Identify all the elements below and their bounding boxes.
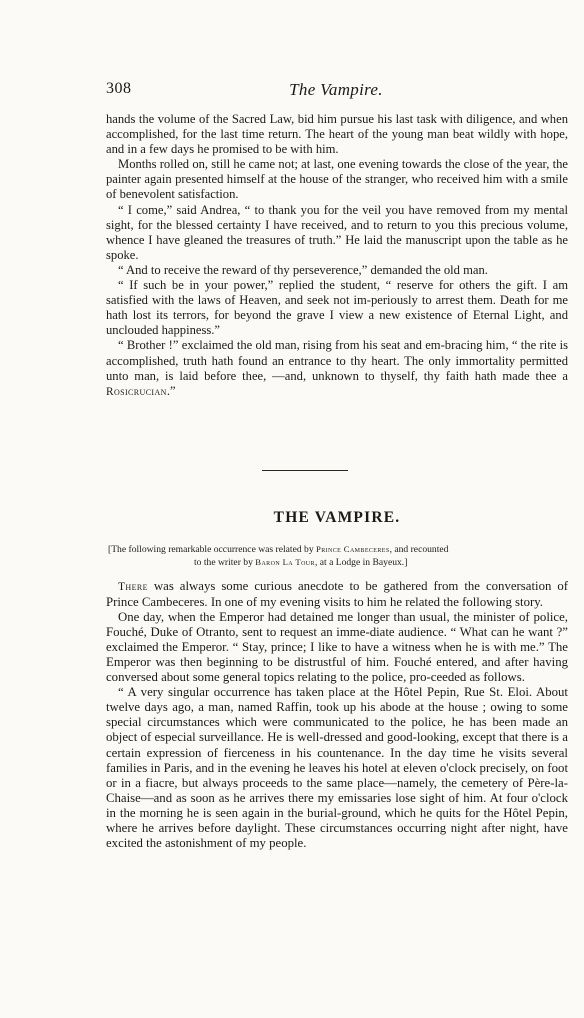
- note-text: [The following remarkable occurrence was related by: [108, 544, 314, 555]
- page-header: [106, 80, 566, 106]
- note-name: Prince Cambeceres: [316, 544, 390, 554]
- section-divider: [262, 470, 348, 471]
- previous-story-text: [106, 112, 568, 400]
- note-name: Baron La Tour: [255, 557, 315, 567]
- paragraph: “ A very singular occurrence has taken place at the Hôtel Pepin, Rue St. Eloi. About twelve days ago, a man, named Raffin, took up his abode at the house ; owing to some special circumstances which were communicated to the police, he has been made an object of especial surveillance. He is well-dressed and good-looking, except that there is a certain expression of fierceness in his countenance. In the day time he visits several families in Paris, and in the evening he leaves his hotel at eleven o'clock precisely, on foot or in a fiacre, but always proceeds to the same place—namely, the cemetery of Père-la-Chaise—and as soon as he arrives there my emissaries lose sight of him. At four o'clock in the morning he is seen again in the burial-ground, which he quits for the Hôtel Pepin, where he arrives before daylight. These circumstances occurring night after night, have excited the astonishment of my people.: [106, 685, 568, 850]
- paragraph-text: was always some curious anecdote to be gathered from the conversation of Prince Cambeceres. In one of my evening visits to him he related the following story.: [106, 579, 569, 610]
- vampire-story-text: [106, 579, 568, 851]
- running-title: The Vampire.: [289, 80, 383, 99]
- note-text: to the writer by: [194, 557, 253, 568]
- paragraph: Months rolled on, still he came not; at last, one evening towards the close of the year, the painter again presented himself at the house of the stranger, who received him with a smile of benevolent satisfaction.: [106, 157, 568, 202]
- closing-punctuation: .”: [166, 383, 176, 398]
- note-line: [108, 556, 568, 569]
- note-line: [108, 543, 568, 556]
- note-text: , at a Lodge in Bayeux.]: [314, 557, 408, 568]
- paragraph: [106, 579, 568, 610]
- paragraph: hands the volume of the Sacred Law, bid him pursue his last task with diligence, and when accomplished, for the last time return. The heart of the young man beat wildly with hope, and in a few days he promised to be with him.: [106, 112, 568, 157]
- paragraph-text: “ Brother !” exclaimed the old man, rising from his seat and em-bracing him, “ the rite is accomplished, truth hath found an entrance to thy heart. The only immortality permitted unto man, is laid before thee, —and, unknown to thyself, thy faith hath made thee a: [106, 338, 568, 383]
- paragraph: “ If such be in your power,” replied the student, “ reserve for others the gift. I am satisfied with the laws of Heaven, and seek not im-periously to arrest them. Death for me hath lost its terrors, for beyond the grave I view a new existence of Eternal Light, and unclouded happiness.”: [106, 278, 568, 338]
- note-text: , and recounted: [389, 544, 449, 555]
- page-number: 308: [106, 80, 132, 97]
- paragraph: One day, when the Emperor had detained me longer than usual, the minister of police, Fouché, Duke of Otranto, sent to request an imme-diate audience. “ What can he want ?” exclaimed the Emperor. “ Stay, prince; I like to have a witness when he is with me.” The Emperor was then beginning to be distrustful of him. Fouché entered, and after having conversed about some general topics relating to the police, pro-ceeded as follows.: [106, 610, 568, 685]
- section-title: THE VAMPIRE.: [273, 509, 401, 526]
- paragraph: “ I come,” said Andrea, “ to thank you for the veil you have removed from my mental sight, for the blessed certainty I have received, and to return to you this precious volume, whence I have gleaned the treasures of truth.” He laid the manuscript upon the table as he spoke.: [106, 202, 568, 262]
- paragraph: “ And to receive the reward of thy perseverence,” demanded the old man.: [118, 262, 488, 277]
- closing-word: Rosicrucian: [106, 385, 167, 398]
- opening-word: There: [118, 581, 148, 593]
- paragraph: [106, 338, 568, 399]
- section-note: [108, 543, 568, 569]
